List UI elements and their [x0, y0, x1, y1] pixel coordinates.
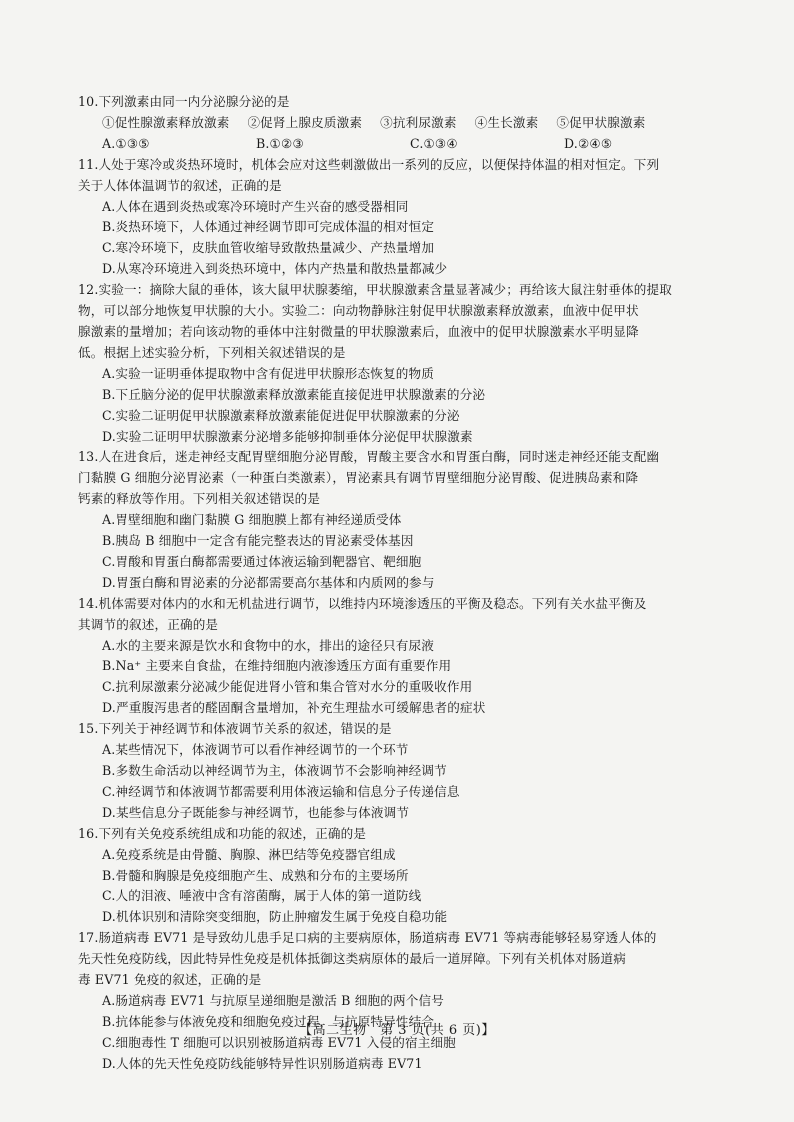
option-d: D.实验二证明甲状腺激素分泌增多能够抑制垂体分泌促甲状腺激素 [102, 428, 473, 444]
item: ⑤促甲状腺激素 [556, 114, 646, 130]
question-stem-cont: 关于人体体温调节的叙述，正确的是 [78, 177, 282, 193]
item-list [78, 113, 718, 134]
option-d: D.严重腹泻患者的醛固酮含量增加，补充生理盐水可缓解患者的症状 [102, 700, 486, 716]
question-stem: 13.人在进食后，迷走神经支配胃壁细胞分泌胃酸，胃酸主要含水和胃蛋白酶，同时迷走神经还能支配幽 [78, 449, 660, 465]
item: ③抗利尿激素 [380, 114, 457, 130]
option-a: A.胃壁细胞和幽门黏膜 G 细胞膜上都有神经递质受体 [102, 512, 402, 528]
option-d: D.从寒冷环境进入到炎热环境中，体内产热量和散热量都减少 [102, 261, 448, 277]
option-c: C.抗利尿激素分泌减少能促进肾小管和集合管对水分的重吸收作用 [102, 679, 473, 695]
option-c: C.人的泪液、唾液中含有溶菌酶，属于人体的第一道防线 [102, 888, 422, 904]
option-a: A.某些情况下，体液调节可以看作神经调节的一个环节 [102, 742, 409, 758]
option-c: C.寒冷环境下，皮肤血管收缩导致散热量减少、产热量增加 [102, 240, 435, 256]
option-b: B.炎热环境下，人体通过神经调节即可完成体温的相对恒定 [102, 219, 435, 235]
question-list [78, 92, 718, 1075]
question-stem-cont: 腺激素的量增加；若向该动物的垂体中注射微量的甲状腺激素后，血液中的促甲状腺激素水平明显降 [78, 323, 639, 339]
option-c: C.实验二证明促甲状腺激素释放激素能促进促甲状腺激素的分泌 [102, 407, 460, 423]
option-b: B.骨髓和胸腺是免疫细胞产生、成熟和分布的主要场所 [102, 867, 409, 883]
option-b: B.①②③ [256, 135, 304, 151]
question-11 [78, 155, 718, 280]
option-b: B.胰岛 B 细胞中一定含有能完整表达的胃泌素受体基因 [102, 533, 414, 549]
question-10 [78, 92, 718, 155]
option-a: A.①③⑤ [102, 135, 150, 151]
question-13 [78, 447, 718, 593]
question-stem: 10.下列激素由同一内分泌腺分泌的是 [78, 94, 290, 109]
option-a: A.人体在遇到炎热或寒冷环境时产生兴奋的感受器相同 [102, 198, 409, 214]
option-b: B.下丘脑分泌的促甲状腺激素释放激素能直接促进甲状腺激素的分泌 [102, 386, 486, 402]
question-stem: 12.实验一：摘除大鼠的垂体，该大鼠甲状腺萎缩，甲状腺激素含量显著减少；再给该大鼠注射垂体的提取 [78, 282, 672, 298]
question-stem-cont: 毒 EV71 免疫的叙述，正确的是 [78, 972, 262, 988]
option-d: D.某些信息分子既能参与神经调节，也能参与体液调节 [102, 804, 410, 820]
option-b: B.多数生命活动以神经调节为主，体液调节不会影响神经调节 [102, 763, 447, 778]
question-stem: 11.人处于寒冷或炎热环境时，机体会应对这些刺激做出一系列的反应，以便保持体温的相对恒定。下列 [78, 156, 660, 172]
question-stem: 14.机体需要对体内的水和无机盐进行调节，以维持内环境渗透压的平衡及稳态。下列有关水盐平衡及 [78, 595, 647, 611]
option-d: D.②④⑤ [564, 135, 613, 151]
option-c: C.胃酸和胃蛋白酶都需要通过体液运输到靶器官、靶细胞 [102, 553, 422, 569]
item: ②促肾上腺皮质激素 [247, 114, 363, 130]
option-d: D.机体识别和清除突变细胞，防止肿瘤发生属于免疫自稳功能 [102, 909, 448, 925]
question-stem: 16.下列有关免疫系统组成和功能的叙述，正确的是 [78, 825, 367, 841]
option-c: C.①③④ [410, 135, 458, 151]
option-d: D.胃蛋白酶和胃泌素的分泌都需要高尔基体和内质网的参与 [102, 574, 435, 590]
option-b: B.Na⁺ 主要来自食盐，在维持细胞内液渗透压方面有重要作用 [102, 658, 452, 674]
question-16 [78, 824, 718, 929]
item: ④生长激素 [474, 114, 539, 130]
question-stem-cont: 物，可以部分地恢复甲状腺的大小。实验二：向动物静脉注射促甲状腺激素释放激素，血液中促甲状 [78, 303, 639, 319]
option-c: C.细胞毒性 T 细胞可以识别被肠道病毒 EV71 入侵的宿主细胞 [102, 1034, 456, 1050]
question-14 [78, 594, 718, 719]
item: ①促性腺激素释放激素 [102, 114, 230, 130]
question-15 [78, 719, 718, 824]
option-row [78, 134, 718, 155]
question-stem-cont: 低。根据上述实验分析，下列相关叙述错误的是 [78, 344, 346, 360]
option-a: A.水的主要来源是饮水和食物中的水，排出的途径只有尿液 [102, 637, 434, 653]
question-stem-cont: 其调节的叙述，正确的是 [78, 616, 219, 632]
question-12 [78, 280, 718, 447]
option-a: A.肠道病毒 EV71 与抗原呈递细胞是激活 B 细胞的两个信号 [102, 992, 444, 1008]
page-footer: 【高二生物 第 3 页(共 6 页)】 [299, 1023, 495, 1038]
option-d: D.人体的先天性免疫防线能够特异性识别肠道病毒 EV71 [102, 1055, 423, 1071]
question-stem-cont: 先天性免疫防线，因此特异性免疫是机体抵御这类病原体的最后一道屏障。下列有关机体对肠道病 [78, 951, 626, 967]
question-stem-cont: 门黏膜 G 细胞分泌胃泌素（一种蛋白类激素），胃泌素具有调节胃壁细胞分泌胃酸、促进胰岛素和降 [78, 470, 639, 486]
option-a: A.免疫系统是由骨髓、胸腺、淋巴结等免疫器官组成 [102, 846, 396, 862]
option-b: B.抗体能参与体液免疫和细胞免疫过程，与抗原特异性结合 [102, 1013, 435, 1029]
question-stem: 15.下列关于神经调节和体液调节关系的叙述，错误的是 [78, 721, 392, 737]
question-17 [78, 928, 718, 1074]
question-stem: 17.肠道病毒 EV71 是导致幼儿患手足口病的主要病原体，肠道病毒 EV71 等病毒能够轻易穿透人体的 [78, 930, 657, 946]
option-c: C.神经调节和体液调节都需要利用体液运输和信息分子传递信息 [102, 783, 460, 799]
option-a: A.实验一证明垂体提取物中含有促进甲状腺形态恢复的物质 [102, 365, 434, 381]
question-stem-cont: 钙素的释放等作用。下列相关叙述错误的是 [78, 491, 321, 507]
